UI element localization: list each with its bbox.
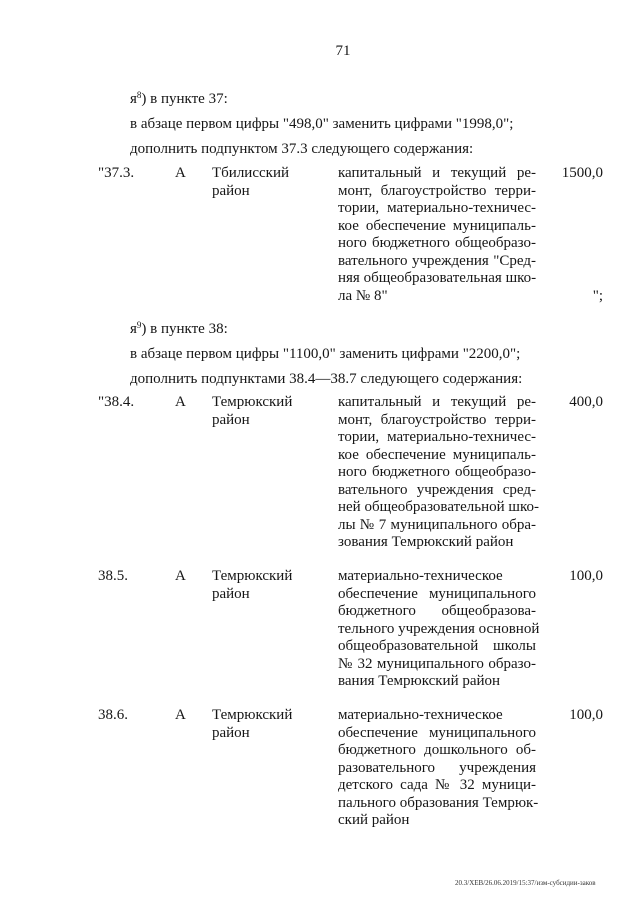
description-line: кое обеспечение муниципаль- xyxy=(338,217,536,234)
district-name xyxy=(212,568,292,603)
amendment-add: дополнить подпунктами 38.4—38.7 следующего содержания: xyxy=(130,371,523,387)
district-name xyxy=(212,394,292,429)
description-line: капитальный и текущий ре- xyxy=(338,165,536,181)
description-line: вания Темрюкский район xyxy=(338,673,501,689)
description-line: тельного учреждения основной xyxy=(338,620,540,637)
amount: 100,0 xyxy=(569,568,603,584)
description xyxy=(338,394,539,552)
district-line: район xyxy=(212,411,250,428)
amount: 400,0 xyxy=(569,394,603,410)
description-line: ней общеобразовательной шко- xyxy=(338,499,539,515)
description-line: монт, благоустройство терри- xyxy=(338,182,536,199)
description-line: общеобразовательной школы xyxy=(338,638,536,654)
description-line: № 32 муниципального образо- xyxy=(338,655,536,672)
description-line: ного бюджетного общеобразо- xyxy=(338,235,536,251)
category-letter: А xyxy=(175,394,186,410)
district-line: район xyxy=(212,182,250,199)
item-code: 38.5. xyxy=(98,568,128,584)
description-line: обеспечение муниципального xyxy=(338,585,536,602)
district-line: район xyxy=(212,724,250,741)
page-number: 71 xyxy=(335,43,351,59)
amendment-change: в абзаце первом цифры "1100,0" заменить цифрами "2200,0"; xyxy=(130,346,521,362)
description-line: обеспечение муниципального xyxy=(338,724,536,741)
description-line: бюджетного общеобразова- xyxy=(338,603,536,619)
category-letter: А xyxy=(175,707,186,723)
description-line: тории, материально-техничес- xyxy=(338,200,536,216)
description-line: кое обеспечение муниципаль- xyxy=(338,446,536,463)
item-letter: я xyxy=(130,91,137,107)
item-code: 38.6. xyxy=(98,707,128,723)
district-name xyxy=(212,165,289,200)
footnote-marker: 8 xyxy=(136,90,142,100)
description-line: капитальный и текущий ре- xyxy=(338,394,536,410)
district-line: Темрюкский xyxy=(212,394,293,410)
description-line: пального образования Темрюк- xyxy=(338,794,539,811)
item-letter: я xyxy=(130,321,137,337)
description-line: няя общеобразовательная шко- xyxy=(338,270,537,286)
description xyxy=(338,165,536,305)
footnote-marker: 9 xyxy=(136,320,142,330)
amendment-heading xyxy=(130,321,228,339)
description-line: бюджетного дошкольного об- xyxy=(338,742,536,758)
description-line: разовательного учреждения xyxy=(338,759,536,776)
district-line: Тбилисский xyxy=(212,165,289,181)
amount: 1500,0 xyxy=(561,165,603,181)
amendment-change: в абзаце первом цифры "498,0" заменить цифрами "1998,0"; xyxy=(130,116,514,132)
item-code: "37.3. xyxy=(98,165,135,181)
description-line: зования Темрюкский район xyxy=(338,534,514,550)
description-line: ский район xyxy=(338,812,410,828)
description-line: тории, материально-техничес- xyxy=(338,429,536,445)
document-footer-code: 20.3/ХЕВ/26.06.2019/15:37/изм-субсидии-заков xyxy=(455,879,596,887)
description-line: вательного учреждения "Сред- xyxy=(338,252,536,269)
amendment-add: дополнить подпунктом 37.3 следующего содержания: xyxy=(130,141,474,157)
description-line: лы № 7 муниципального обра- xyxy=(338,516,536,533)
district-name xyxy=(212,707,292,742)
description xyxy=(338,707,539,830)
description-line: ного бюджетного общеобразо- xyxy=(338,464,536,480)
description-line: ла № 8" xyxy=(338,287,388,304)
heading-text: ) в пункте 38: xyxy=(141,321,228,337)
amount: 100,0 xyxy=(569,707,603,723)
category-letter: А xyxy=(175,165,186,181)
description-line: монт, благоустройство терри- xyxy=(338,411,536,428)
description-line: материально-техническое xyxy=(338,707,503,723)
amendment-heading xyxy=(130,91,228,109)
closing-quote: "; xyxy=(592,287,603,304)
description-line: вательного учреждения сред- xyxy=(338,481,536,498)
district-line: Темрюкский xyxy=(212,568,293,584)
heading-text: ) в пункте 37: xyxy=(141,91,228,107)
district-line: район xyxy=(212,585,250,602)
item-code: "38.4. xyxy=(98,394,135,410)
district-line: Темрюкский xyxy=(212,707,293,723)
category-letter: А xyxy=(175,568,186,584)
description xyxy=(338,568,540,691)
description-line: материально-техническое xyxy=(338,568,503,584)
description-line: детского сада № 32 муници- xyxy=(338,777,536,793)
